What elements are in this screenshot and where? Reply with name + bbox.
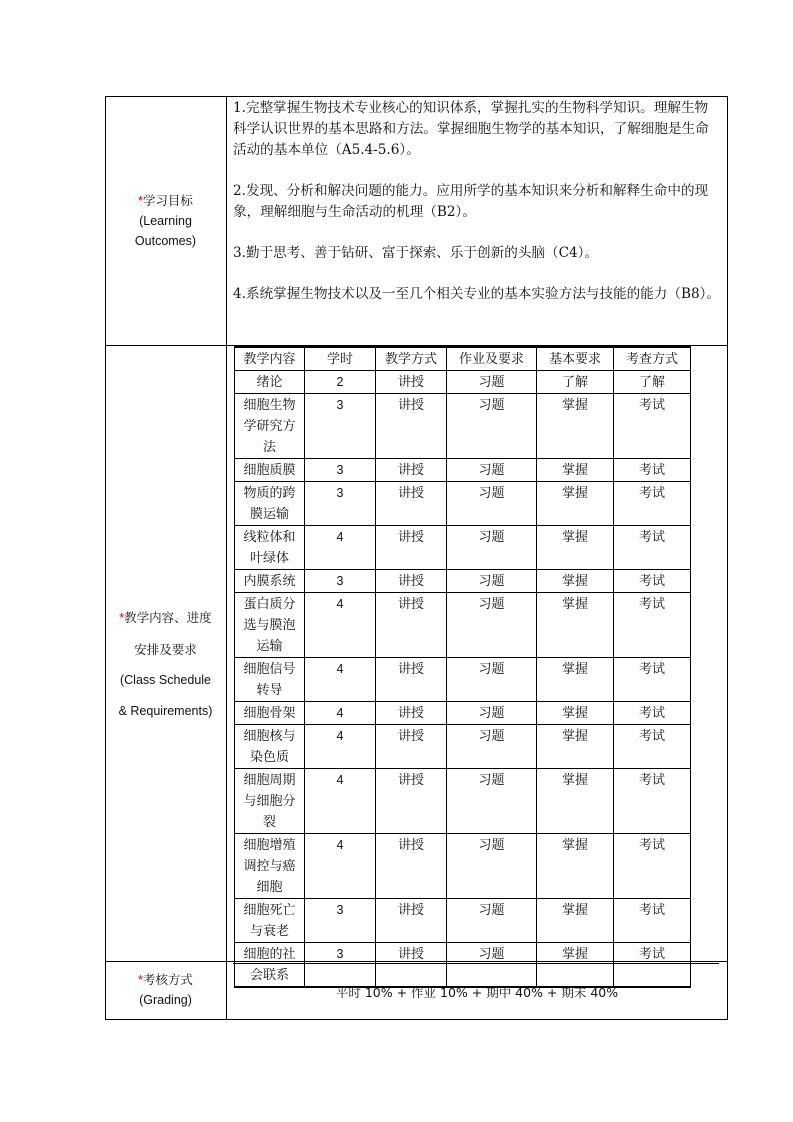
row-requirement: 掌握 <box>537 658 614 702</box>
grading-label-cn: 考核方式 <box>142 972 193 987</box>
row-homework: 习题 <box>447 459 537 482</box>
row-method: 讲授 <box>376 943 447 988</box>
table-row <box>235 943 691 988</box>
schedule-label-en-2: & Requirements) <box>118 704 213 718</box>
row-homework: 习题 <box>447 725 537 769</box>
header-topic: 教学内容 <box>235 347 305 371</box>
header-method: 教学方式 <box>376 347 447 371</box>
row-exam: 考试 <box>614 943 691 988</box>
row-homework: 习题 <box>447 371 537 394</box>
outcomes-label-cn: 学习目标 <box>142 193 193 208</box>
row-exam: 考试 <box>614 459 691 482</box>
row-topic: 细胞骨架 <box>235 702 305 725</box>
row-requirement: 掌握 <box>537 459 614 482</box>
table-row <box>235 526 691 570</box>
row-method: 讲授 <box>376 899 447 943</box>
row-exam: 考试 <box>614 394 691 459</box>
row-method: 讲授 <box>376 658 447 702</box>
table-row <box>235 658 691 702</box>
row-hours: 3 <box>305 394 376 459</box>
row-exam: 考试 <box>614 658 691 702</box>
table-row <box>235 394 691 459</box>
header-hours: 学时 <box>305 347 376 371</box>
row-homework: 习题 <box>447 570 537 593</box>
row-requirement: 掌握 <box>537 769 614 834</box>
row-hours: 3 <box>305 459 376 482</box>
table-row <box>235 834 691 899</box>
row-method: 讲授 <box>376 371 447 394</box>
row-hours: 4 <box>305 658 376 702</box>
row-topic: 绪论 <box>235 371 305 394</box>
row-method: 讲授 <box>376 725 447 769</box>
row-topic: 蛋白质分选与膜泡运输 <box>235 593 305 658</box>
schedule-label-en-1: (Class Schedule <box>119 673 211 687</box>
row-hours: 3 <box>305 899 376 943</box>
row-method: 讲授 <box>376 482 447 526</box>
required-marker: * <box>138 194 143 208</box>
row-method: 讲授 <box>376 394 447 459</box>
row-exam: 了解 <box>614 371 691 394</box>
row-hours: 4 <box>305 593 376 658</box>
row-homework: 习题 <box>447 394 537 459</box>
row-method: 讲授 <box>376 834 447 899</box>
row-hours: 4 <box>305 725 376 769</box>
grading-label-en: (Grading) <box>139 993 192 1007</box>
table-row <box>235 593 691 658</box>
row-hours: 3 <box>305 943 376 988</box>
header-exam: 考查方式 <box>614 347 691 371</box>
row-homework: 习题 <box>447 593 537 658</box>
row-hours: 4 <box>305 834 376 899</box>
table-row <box>235 899 691 943</box>
row-requirement: 掌握 <box>537 899 614 943</box>
row-requirement: 了解 <box>537 371 614 394</box>
schedule-label <box>105 602 226 727</box>
row-topic: 内膜系统 <box>235 570 305 593</box>
row-exam: 考试 <box>614 482 691 526</box>
row-homework: 习题 <box>447 943 537 988</box>
row-method: 讲授 <box>376 459 447 482</box>
row-hours: 4 <box>305 702 376 725</box>
grading-top-rule <box>233 963 719 964</box>
row-method: 讲授 <box>376 526 447 570</box>
table-row <box>235 371 691 394</box>
row-topic: 线粒体和叶绿体 <box>235 526 305 570</box>
row-topic: 细胞的社会联系 <box>235 943 305 988</box>
grading-label <box>105 970 226 1010</box>
table-row <box>235 725 691 769</box>
row-topic: 细胞死亡与衰老 <box>235 899 305 943</box>
row-requirement: 掌握 <box>537 702 614 725</box>
column-divider <box>226 96 227 1020</box>
row-topic: 细胞生物学研究方法 <box>235 394 305 459</box>
row-topic: 细胞核与染色质 <box>235 725 305 769</box>
row-requirement: 掌握 <box>537 482 614 526</box>
required-marker: * <box>119 611 125 625</box>
outcome-item-1: 1.完整掌握生物技术专业核心的知识体系，掌握扎实的生物科学知识。理解生物科学认识世界的基本思路和方法。掌握细胞生物学的基本知识，了解细胞是生命活动的基本单位（A5.4-5.6）。 <box>233 100 709 158</box>
row-requirement: 掌握 <box>537 526 614 570</box>
row-requirement: 掌握 <box>537 593 614 658</box>
header-homework: 作业及要求 <box>447 347 537 371</box>
row-requirement: 掌握 <box>537 570 614 593</box>
row-hours: 4 <box>305 769 376 834</box>
row-exam: 考试 <box>614 570 691 593</box>
row-exam: 考试 <box>614 834 691 899</box>
row-homework: 习题 <box>447 769 537 834</box>
row-requirement: 掌握 <box>537 725 614 769</box>
outcome-item-3: 3.勤于思考、善于钻研、富于探索、乐于创新的头脑（C4）。 <box>233 245 599 261</box>
row-topic: 细胞增殖调控与癌细胞 <box>235 834 305 899</box>
row-method: 讲授 <box>376 570 447 593</box>
row-topic: 物质的跨膜运输 <box>235 482 305 526</box>
outcomes-label-en-1: (Learning <box>139 214 192 228</box>
row-exam: 考试 <box>614 725 691 769</box>
row-requirement: 掌握 <box>537 943 614 988</box>
outcomes-content <box>233 96 721 325</box>
row-homework: 习题 <box>447 526 537 570</box>
table-row <box>235 482 691 526</box>
table-row <box>235 769 691 834</box>
row-method: 讲授 <box>376 593 447 658</box>
outcome-item-4: 4.系统掌握生物技术以及一至几个相关专业的基本实验方法与技能的能力（B8）。 <box>233 286 720 302</box>
row-hours: 2 <box>305 371 376 394</box>
row-method: 讲授 <box>376 769 447 834</box>
row-topic: 细胞信号转导 <box>235 658 305 702</box>
outcomes-label <box>105 191 226 251</box>
grading-formula: 平时 10% + 作业 10% + 期中 40% + 期末 40% <box>335 985 619 1000</box>
row-homework: 习题 <box>447 482 537 526</box>
row-topic: 细胞质膜 <box>235 459 305 482</box>
schedule-table <box>234 346 691 988</box>
row-hours: 3 <box>305 482 376 526</box>
row-requirement: 掌握 <box>537 394 614 459</box>
row-exam: 考试 <box>614 769 691 834</box>
header-requirement: 基本要求 <box>537 347 614 371</box>
row-homework: 习题 <box>447 834 537 899</box>
schedule-header-row <box>235 347 691 371</box>
required-marker: * <box>138 973 143 987</box>
row-requirement: 掌握 <box>537 834 614 899</box>
row-hours: 4 <box>305 526 376 570</box>
table-row <box>235 570 691 593</box>
row-exam: 考试 <box>614 593 691 658</box>
outcome-item-2: 2.发现、分析和解决问题的能力。应用所学的基本知识来分析和解释生命中的现象，理解细胞与生命活动的机理（B2）。 <box>233 183 709 220</box>
table-row <box>235 702 691 725</box>
row-homework: 习题 <box>447 702 537 725</box>
row-method: 讲授 <box>376 702 447 725</box>
outcomes-label-en-2: Outcomes) <box>134 234 197 248</box>
schedule-label-cn-1: 教学内容、进度 <box>124 610 212 625</box>
row-hours: 3 <box>305 570 376 593</box>
row-homework: 习题 <box>447 899 537 943</box>
row-exam: 考试 <box>614 899 691 943</box>
row-homework: 习题 <box>447 658 537 702</box>
row-topic: 细胞周期与细胞分裂 <box>235 769 305 834</box>
schedule-label-cn-2: 安排及要求 <box>134 642 197 657</box>
table-row <box>235 459 691 482</box>
row-exam: 考试 <box>614 526 691 570</box>
row-exam: 考试 <box>614 702 691 725</box>
